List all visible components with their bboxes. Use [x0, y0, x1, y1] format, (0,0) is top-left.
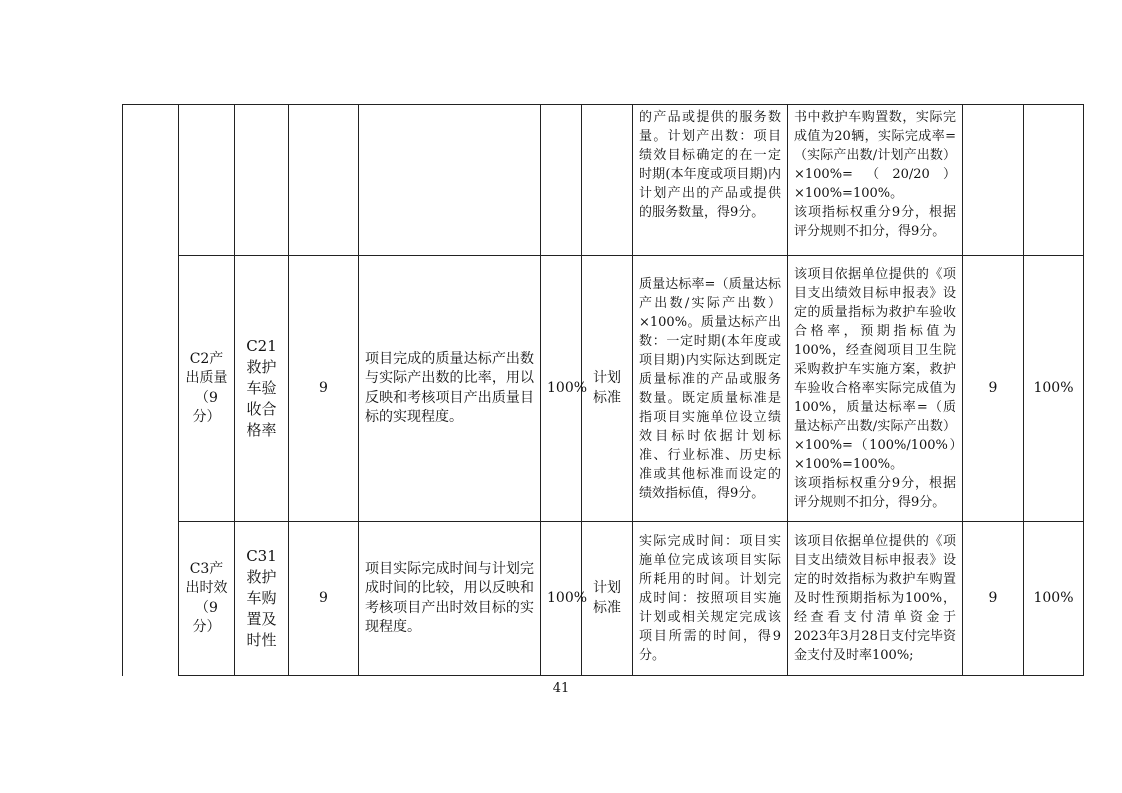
target-cell: 100%	[541, 256, 582, 522]
category-cell	[123, 105, 179, 676]
scoring-rule-cell	[633, 522, 788, 676]
standard-cell: 计划标准	[582, 522, 633, 676]
evaluation-text: 该项目依据单位提供的《项目支出绩效目标申报表》设定的质量指标为救护车验收合格率，预期指标值为100%，经查阅项目卫生院采购救护车实施方案，救护车验收合格率实际完成值为100%，质量达标率=（质量达标产出数/实际产出数）×100%=（100%/100%）×100%=100%。 该项指标权重分9分，根据评分规则不扣分，得9分。	[794, 267, 956, 510]
evaluation-cell	[788, 105, 963, 256]
indicator-cell: C31救护车购置及时性	[235, 522, 289, 676]
weight-cell: 9	[289, 256, 359, 522]
scoring-rule-cell	[633, 256, 788, 522]
description-cell: 项目完成的质量达标产出数与实际产出数的比率，用以反映和考核项目产出质量目标的实现程度。	[359, 256, 541, 522]
standard-cell: 计划标准	[582, 256, 633, 522]
page-number: 41	[552, 681, 570, 696]
dimension-cell: C3产出时效（9分）	[179, 522, 235, 676]
rate-cell: 100%	[1024, 522, 1084, 676]
evaluation-table-region	[122, 104, 1083, 675]
rate-cell	[1024, 105, 1084, 256]
table-row	[123, 105, 1084, 256]
scoring-rule-text: 实际完成时间：项目实施单位完成该项目实际所耗用的时间。计划完成时间：按照项目实施计划或相关规定完成该项目所需的时间，得9分。	[639, 534, 781, 663]
score-cell: 9	[963, 256, 1024, 522]
evaluation-text: 该项目依据单位提供的《项目支出绩效目标申报表》设定的时效指标为救护车购置及时性预期指标为100%，经查看支付清单资金于2023年3月28日支付完毕资金支付及时率100%;	[794, 534, 956, 663]
scoring-rule-cell	[633, 105, 788, 256]
weight-cell	[289, 105, 359, 256]
scoring-rule-text: 的产品或提供的服务数量。计划产出数：项目绩效目标确定的在一定时期(本年度或项目期)内计划产出的产品或提供的服务数量，得9分。	[639, 110, 781, 220]
description-cell	[359, 105, 541, 256]
score-cell	[963, 105, 1024, 256]
weight-cell: 9	[289, 522, 359, 676]
target-cell	[541, 105, 582, 256]
evaluation-cell	[788, 522, 963, 676]
evaluation-cell	[788, 256, 963, 522]
indicator-cell: C21救护车验收合格率	[235, 256, 289, 522]
rate-cell: 100%	[1024, 256, 1084, 522]
dimension-cell	[179, 105, 235, 256]
score-cell: 9	[963, 522, 1024, 676]
table-row	[123, 522, 1084, 676]
evaluation-text: 书中救护车购置数，实际完成值为20辆，实际完成率=（实际产出数/计划产出数）×100%=（20/20）×100%=100%。 该项指标权重分9分，根据评分规则不扣分，得9分。	[794, 110, 956, 239]
target-cell: 100%	[541, 522, 582, 676]
performance-evaluation-table	[122, 104, 1084, 676]
standard-cell	[582, 105, 633, 256]
scoring-rule-text: 质量达标率=（质量达标产出数/实际产出数）×100%。质量达标产出数：一定时期(本年度或项目期)内实际达到既定质量标准的产品或服务数量。既定质量标准是指项目实施单位设立绩效目标时依据计划标准、行业标准、历史标准或其他标准而设定的绩效指标值，得9分。	[639, 276, 781, 501]
dimension-cell: C2产出质量（9分）	[179, 256, 235, 522]
table-row	[123, 256, 1084, 522]
description-cell: 项目实际完成时间与计划完成时间的比较，用以反映和考核项目产出时效目标的实现程度。	[359, 522, 541, 676]
indicator-cell	[235, 105, 289, 256]
